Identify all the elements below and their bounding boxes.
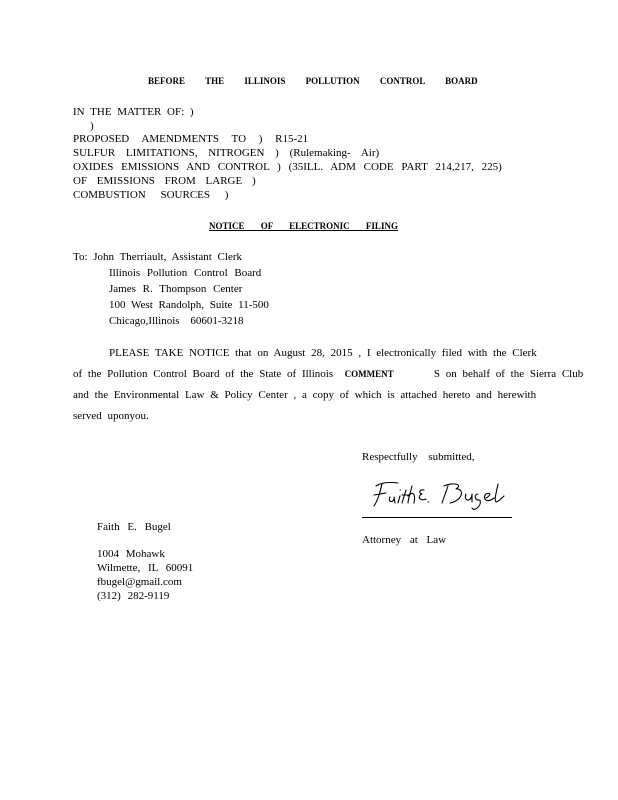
signature-image: [368, 476, 508, 512]
body-line-1: PLEASE TAKE NOTICE that on August 28, 2015 , I electronically filed with the Clerk: [109, 347, 537, 359]
signature-line: [362, 517, 512, 518]
body-line-4: served uponyou.: [73, 410, 149, 422]
caption-line-6: OF EMISSIONS FROM LARGE ): [73, 175, 256, 187]
caption-line-5: OXIDES EMISSIONS AND CONTROL ) (35ILL. ADM CODE PART 214,217, 225): [73, 161, 502, 173]
caption-line-3: PROPOSED AMENDMENTS TO ) R15-21: [73, 133, 309, 145]
contact-street: 1004 Mohawk: [97, 548, 165, 560]
caption-line-7: COMBUSTION SOURCES ): [73, 189, 229, 201]
recipient-street: 100 West Randolph, Suite 11-500: [109, 299, 269, 311]
recipient-to-line: To: John Therriault, Assistant Clerk: [73, 251, 242, 263]
recipient-city: Chicago,Illinois 60601-3218: [109, 315, 244, 327]
contact-email: fbugel@gmail.com: [97, 576, 182, 588]
notice-title: NOTICE OF ELECTRONIC FILING: [209, 221, 398, 231]
board-title: BEFORE THE ILLINOIS POLLUTION CONTROL BOARD: [148, 76, 478, 86]
recipient-org: Illinois Pollution Control Board: [109, 267, 262, 279]
body-line-2: [73, 368, 583, 380]
closing: Respectfully submitted,: [362, 451, 475, 463]
body-comment-word: COMMENT: [344, 369, 394, 379]
signer-title: Attorney at Law: [362, 534, 447, 546]
body-line-2-end: S on behalf of the Sierra Club: [433, 368, 584, 380]
contact-city: Wilmette, IL 60091: [97, 562, 194, 574]
recipient-building: James R. Thompson Center: [109, 283, 243, 295]
contact-phone: (312) 282-9119: [97, 590, 170, 602]
body-line-2-start: of the Pollution Control Board of the State of Illinois: [73, 368, 334, 380]
caption-line-4: SULFUR LIMITATIONS, NITROGEN ) (Rulemaking- Air): [73, 147, 380, 159]
contact-name: Faith E. Bugel: [97, 521, 171, 533]
caption-line-2: ): [90, 120, 94, 132]
caption-line-1: IN THE MATTER OF: ): [73, 106, 194, 118]
body-line-3: and the Environmental Law & Policy Center , a copy of which is attached hereto and herewith: [73, 389, 537, 401]
